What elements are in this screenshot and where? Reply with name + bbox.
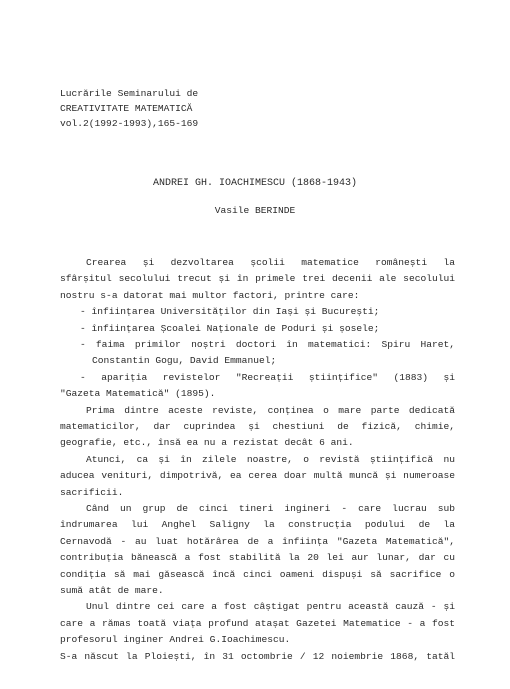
text-line: profesorul inginer Andrei G.Ioachimescu. bbox=[60, 634, 291, 646]
list-item: - apariția revistelor "Recreații științifice" (1883) și bbox=[80, 371, 455, 383]
list-item: - faima primilor noștri doctori în matematici: Spiru Haret, bbox=[80, 339, 455, 350]
list-item: - înființarea Școalei Naționale de Poduri și șosele; bbox=[80, 322, 380, 334]
text-line: Când un grup de cinci tineri ingineri - care lucrau sub bbox=[86, 502, 455, 514]
text-line: nostru s-a datorat mai multor factori, printre care: bbox=[60, 289, 360, 301]
text-line: sumă atât de mare. bbox=[60, 584, 164, 596]
text-line: "Gazeta Matematică" (1895). bbox=[60, 388, 216, 400]
text-line: condiția să mai găsească încă cinci oameni dispuși să sacrifice o bbox=[60, 568, 455, 580]
journal-line: vol.2(1992-1993),165-169 bbox=[60, 118, 199, 129]
text-line: Cernavodă - au luat hotărârea de a înființa "Gazeta Matematică", bbox=[60, 535, 455, 547]
text-line: Prima dintre aceste reviste, conținea o mare parte dedicată bbox=[86, 404, 455, 416]
text-line: Atunci, ca și în zilele noastre, o revistă științifică nu bbox=[86, 453, 455, 465]
text-line: S-a născut la Ploiești, în 31 octombrie / 12 noiembrie 1868, tatăl bbox=[60, 650, 455, 662]
text-line: aducea venituri, dimpotrivă, ea cerea doar multă muncă și numeroase bbox=[60, 470, 455, 482]
journal-line: CREATIVITATE MATEMATICĂ bbox=[60, 103, 193, 114]
text-line: care a rămas toată viața profund atașat Gazetei Matematice - a fost bbox=[60, 617, 455, 629]
text-line: sfârșitul secolului trecut și în primele trei decenii ale secolului bbox=[60, 273, 455, 285]
text-line: matematicilor, dar cuprindea și chestiuni de fizică, chimie, bbox=[60, 420, 455, 432]
paper-title: ANDREI GH. IOACHIMESCU (1868-1943) bbox=[152, 178, 358, 189]
journal-line: Lucrările Seminarului de bbox=[60, 88, 199, 99]
list-item: Constantin Gogu, David Emmanuel; bbox=[92, 355, 277, 367]
text-line: contribuția bănească a fost stabilită la 20 lei aur lunar, dar cu bbox=[60, 552, 455, 564]
text-line: geografie, etc., însă ea nu a rezistat decât 6 ani. bbox=[60, 437, 354, 449]
text-line: Unul dintre cei care a fost câștigat pentru această cauză - și bbox=[86, 601, 455, 613]
text-line: îndrumarea lui Anghel Saligny la construcția podului de la bbox=[60, 519, 455, 531]
journal-header bbox=[60, 86, 198, 131]
list-item: - înființarea Universităților din Iași și București; bbox=[80, 306, 380, 318]
paper-author: Vasile BERINDE bbox=[214, 205, 296, 216]
text-line: sacrificii. bbox=[60, 486, 124, 498]
paper-body bbox=[60, 255, 455, 665]
text-line: Crearea și dezvoltarea școlii matematice românești la bbox=[86, 257, 455, 268]
